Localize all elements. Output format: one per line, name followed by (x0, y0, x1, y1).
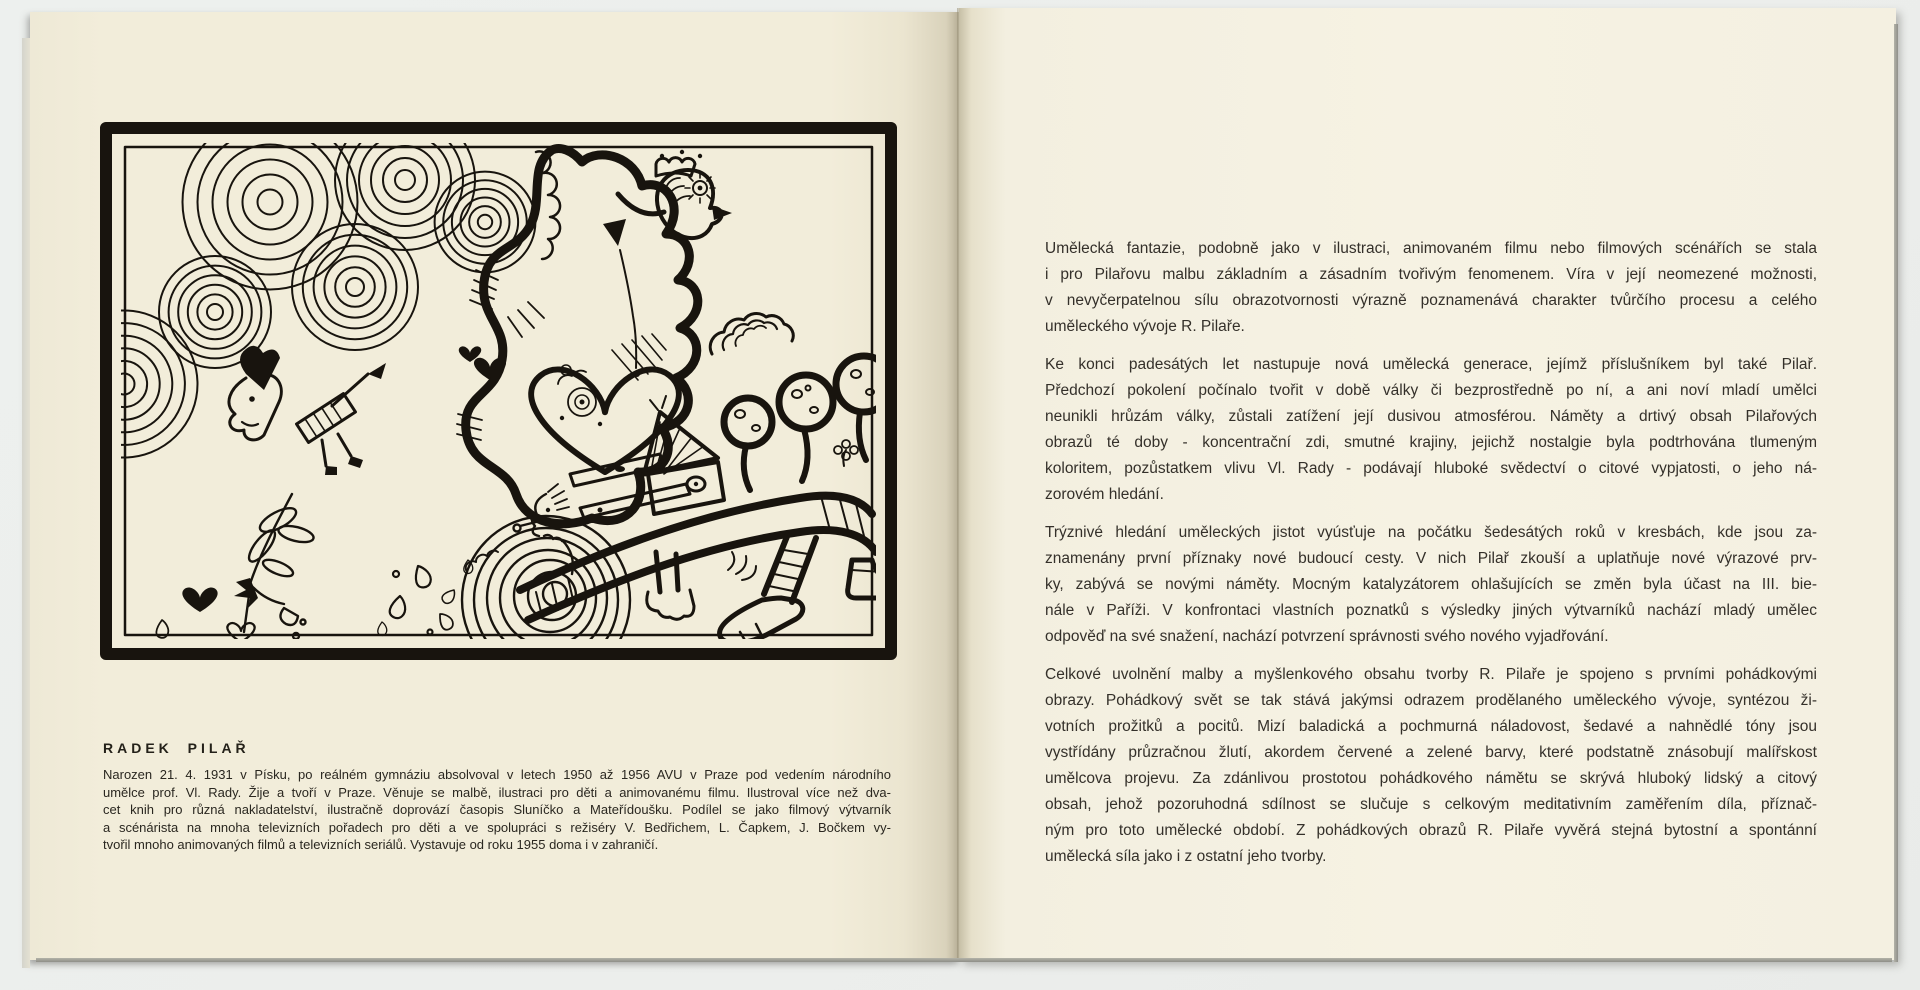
book-gutter-fold (957, 8, 960, 960)
pen-drawing-illustration (100, 122, 897, 660)
left-page (30, 12, 959, 960)
page-stack-edge-right (1894, 24, 1898, 962)
balloon-trees (724, 356, 892, 490)
artist-name-title: RADEK PILAŘ (103, 740, 250, 756)
scalloped-cloud (710, 313, 793, 354)
fairy-tale-house (570, 396, 724, 518)
flower-sprig (234, 494, 315, 639)
paragraph: Trýznivé hledání uměleckých jistot vyúsťuje na počátku šedesátých roků v kresbách, kde jsou za- znamenány první příznaky nové budoucí cesty. V nich Pilař zkouší a uplatňuje nové výrazové prv- ky, zabývá se novými náměty. Mocným katalyzátorem ohlašujících se změn byla účast na III. bie- nále v Paříži. V konfrontaci vlastních poznatků s výsledky jiných výtvarníků nachází mladý umělec odpověď na své snažení, nachází potvrzení správnosti svého nového vyjadřování. (1045, 524, 1817, 645)
decorated-heart (531, 334, 679, 472)
boot (848, 560, 885, 598)
knight-on-hobby-horse (229, 346, 386, 475)
framed-illustration (100, 122, 897, 660)
paragraph: Umělecká fantazie, podobně jako v ilustraci, animovaném filmu nebo filmových scénářích se stala i pro Pilařovu malbu základním a zásadním tvořivým fenomenem. Víra v její neomezené možnosti, v nevyčerpatelnou sílu obrazotvornosti výrazně poznamenává charakter tvůrčího procesu a celého uměleckého vývoje R. Pilaře. (1045, 240, 1817, 335)
artist-biography: Narozen 21. 4. 1931 v Písku, po reálném gymnáziu absolvoval v letech 1950 až 1956 AVU v Praze pod vedením národního umělce prof. Vl. Rady. Žije a tvoří v Praze. Věnuje se malbě, ilustraci pro děti a animovanému filmu. Ilustroval více než dva- cet knih pro různá nakladatelství, ilustračně doprovází časopis Sluníčko a Mateřídoušku. Podílel se jako filmový výtvarník a scénárista na mnoha televizních pořadech pro děti a ve spolupráci s režiséry V. Bedřichem, L. Čapkem, J. Bočkem vy- tvořil mnoho animovaných filmů a televizních seriálů. Vystavuje od roku 1955 doma i v zahraničí. (103, 767, 891, 852)
walking-leg-and-shoe (720, 534, 816, 643)
right-page (959, 8, 1896, 960)
paragraph: Celkové uvolnění malby a myšlenkového obsahu tvorby R. Pilaře je spojeno s prvními pohádkovými obrazy. Pohádkový svět se tak stává jakýmsi odrazem prodělaného uměleckého vývoje, syntézou ži- votních prožitků a pocitů. Mizí baladická a pochmurná náladovost, šedavé a nahnědlé tóny jsou vystřídány průzračnou žlutí, akordem červené a zelené barvy, které podstatně znásobují malířskost umělcova projevu. Za zdánlivou prostotou pohádkového námětu se skrývá hluboký lidský a citový obsah, jehož pozoruhodná sdílnost se slučuje s celkovým meditativním zaměřením díla, příznač- ným pro toto umělecké období. Z pohádkových obrazů R. Pilaře vyvěrá stejná bytostní a spontánní umělecká síla jako i z ostatní jeho tvorby. (1045, 666, 1817, 865)
paragraph: Ke konci padesátých let nastupuje nová umělecká generace, jejímž příslušníkem byl také Pilař. Předchozí pokolení počínalo tvořit v době války či bezprostředně po ní, a ani noví mladí umělci neunikli hrůzám války, zůstali zatížení její dusivou atmosférou. Náměty a drtivý obsah Pilařových obrazů té doby - koncentrační zdi, smutné krajiny, jejichž nostalgie byla podtrhována tlumeným koloritem, pozůstatkem vlivu Vl. Rady - podávají hluboké svědectví o citové vypjatosti, o jeho ná- zorovém hledání. (1045, 356, 1817, 503)
essay-text (1045, 236, 1817, 882)
page-stack-edge-bottom (36, 958, 1892, 962)
